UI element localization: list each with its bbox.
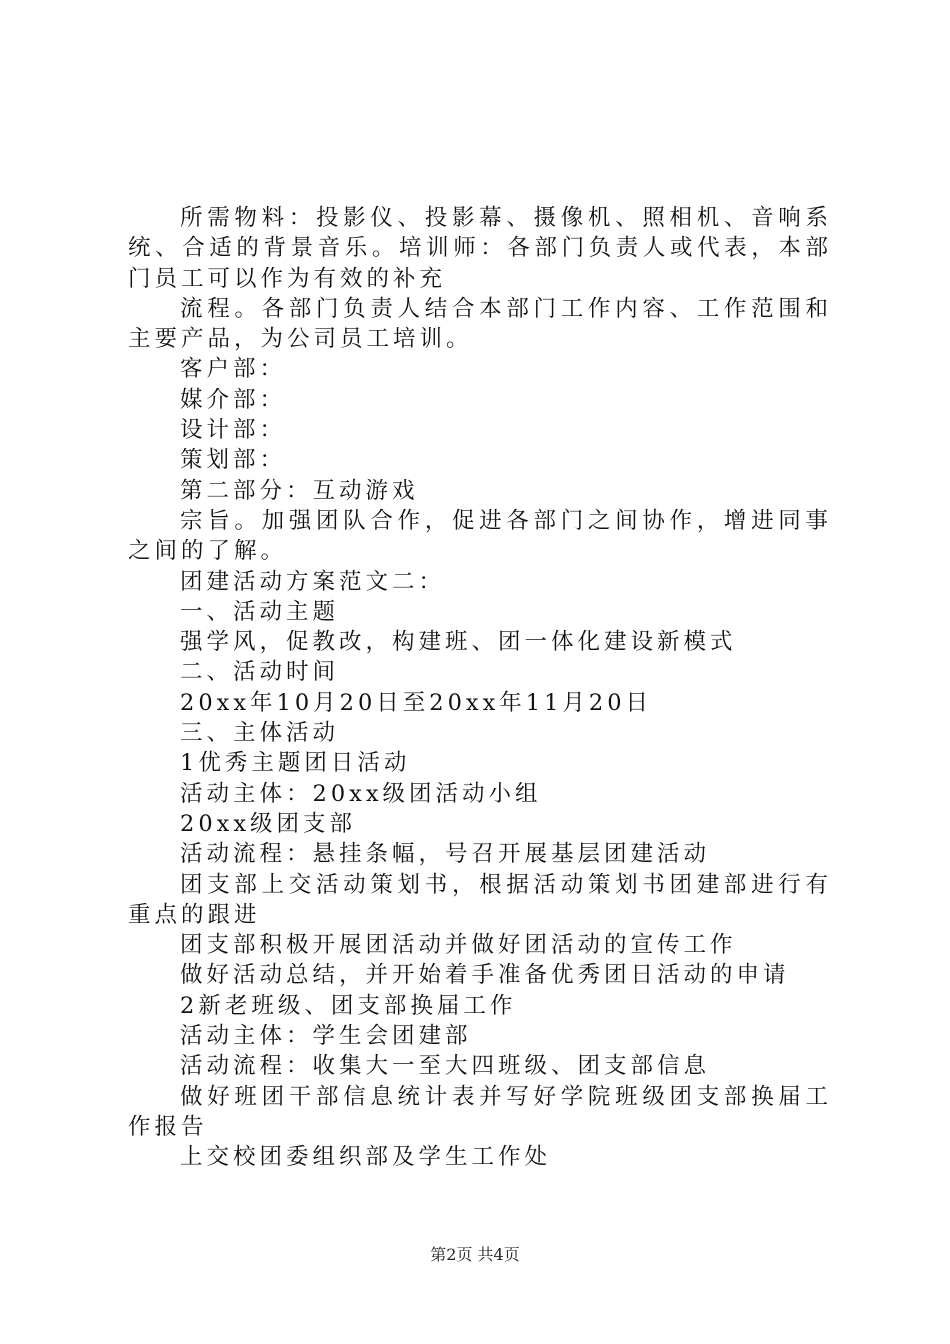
paragraph-activity-subject: 活动主体：20xx级团活动小组: [180, 780, 542, 807]
paragraph-time: 20xx年10月20日至20xx年11月20日: [180, 689, 653, 716]
paragraph-activity-one: 1优秀主题团日活动: [180, 750, 411, 777]
paragraph-submit-plan: 团支部上交活动策划书，根据活动策划书团建部进行有重点的跟进: [128, 871, 832, 928]
paragraph-media-dept: 媒介部：: [180, 386, 287, 413]
heading-activity-theme: 一、活动主题: [180, 598, 340, 625]
paragraph-report: 做好班团干部信息统计表并写好学院班级团支部换届工作报告: [128, 1083, 832, 1140]
paragraph-planning-dept: 策划部：: [180, 447, 287, 474]
paragraph-summary: 做好活动总结，并开始着手准备优秀团日活动的申请: [180, 962, 790, 989]
paragraph-activity-flow: 活动流程：悬挂条幅，号召开展基层团建活动: [180, 841, 711, 868]
paragraph-promote: 团支部积极开展团活动并做好团活动的宣传工作: [180, 932, 737, 959]
paragraph-flow-two: 活动流程：收集大一至大四班级、团支部信息: [180, 1053, 711, 1080]
paragraph-part-two: 第二部分：互动游戏: [180, 477, 419, 504]
paragraph-activity-two: 2新老班级、团支部换届工作: [180, 992, 517, 1019]
paragraph-design-dept: 设计部：: [180, 417, 287, 444]
paragraph-submit-office: 上交校团委组织部及学生工作处: [180, 1144, 552, 1171]
paragraph-theme: 强学风，促教改，构建班、团一体化建设新模式: [180, 629, 737, 656]
paragraph-subject-two: 活动主体：学生会团建部: [180, 1023, 472, 1050]
paragraph-sample-two: 团建活动方案范文二：: [180, 568, 446, 595]
paragraph-client-dept: 客户部：: [180, 356, 287, 383]
document-body: [128, 203, 832, 1173]
paragraph-process: 流程。各部门负责人结合本部门工作内容、工作范围和主要产品，为公司员工培训。: [128, 295, 832, 353]
heading-activity-time: 二、活动时间: [180, 659, 340, 686]
paragraph-materials: 所需物料：投影仪、投影幕、摄像机、照相机、音响系统、合适的背景音乐。培训师：各部门负责人或代表，本部门员工可以作为有效的补充: [128, 205, 832, 292]
heading-main-activities: 三、主体活动: [180, 720, 340, 747]
paragraph-purpose: 宗旨。加强团队合作，促进各部门之间协作，增进同事之间的了解。: [128, 507, 832, 565]
page-footer: 第2页 共4页: [430, 1245, 520, 1264]
paragraph-league-branch: 20xx级团支部: [180, 810, 357, 837]
